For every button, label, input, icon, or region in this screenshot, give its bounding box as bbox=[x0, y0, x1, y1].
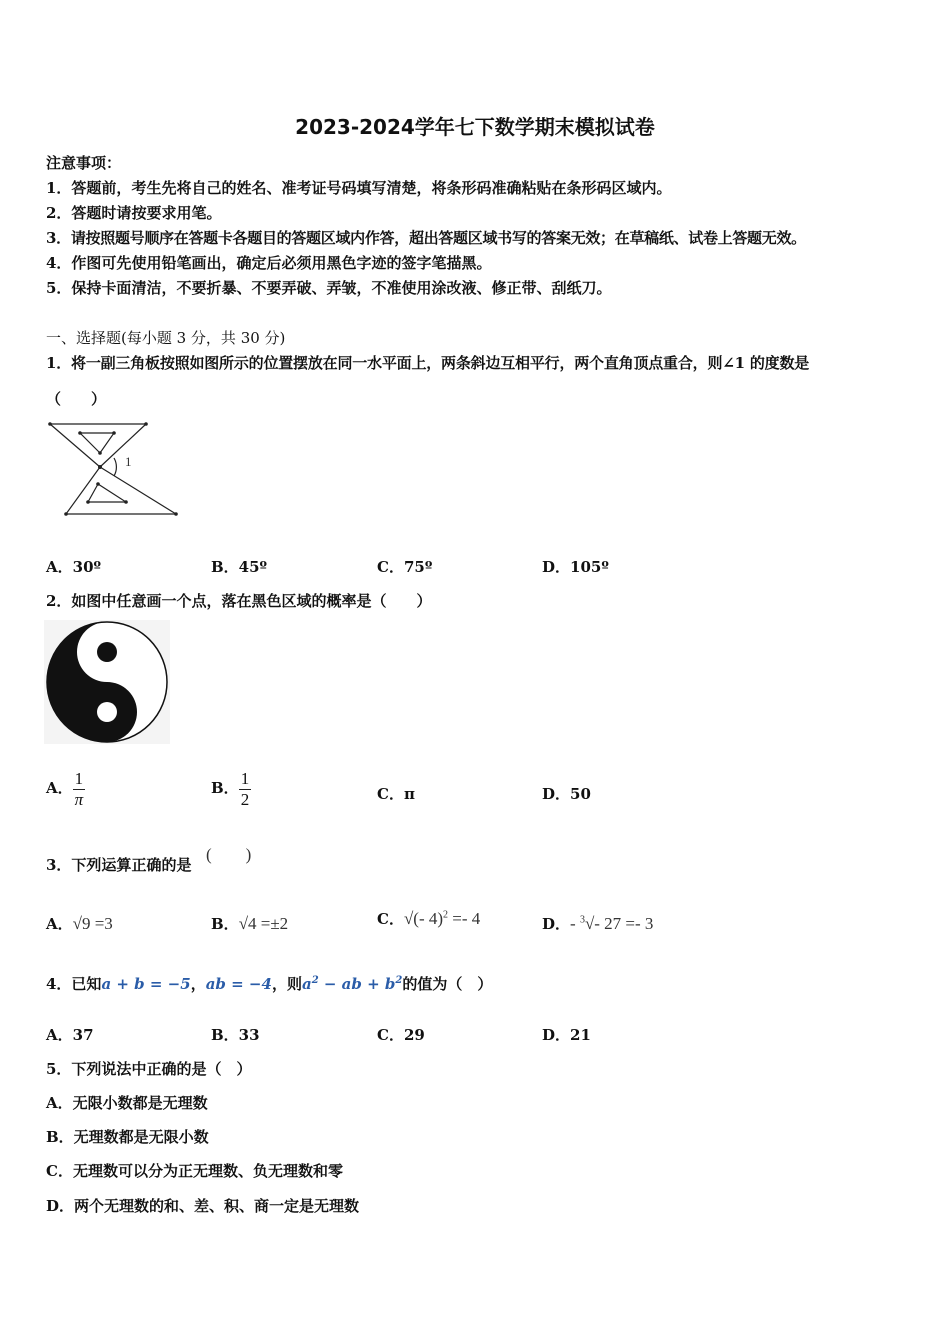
option-b[interactable]: B．33 bbox=[211, 1026, 260, 1044]
option-c[interactable]: C．29 bbox=[377, 1026, 425, 1044]
notice-item: 3．请按照题号顺序在答题卡各题目的答题区域内作答，超出答题区域书写的答案无效；在草稿纸、试卷上答题无效。 bbox=[46, 229, 806, 247]
option-c[interactable]: C．75º bbox=[377, 558, 433, 576]
option-label: B． bbox=[211, 779, 239, 797]
question-2-text: 2．如图中任意画一个点，落在黑色区域的概率是（ ） bbox=[46, 592, 432, 610]
option-b[interactable] bbox=[211, 760, 251, 816]
option-b[interactable]: B．45º bbox=[211, 558, 268, 576]
notice-heading: 注意事项： bbox=[46, 154, 122, 172]
option-d[interactable]: D．21 bbox=[542, 1026, 591, 1044]
option-d[interactable]: D．- $^3$√- 27 =- 3 bbox=[542, 914, 654, 933]
math-expression: √(- 4)$^2$ =- 4 bbox=[403, 909, 481, 928]
option-b[interactable]: B．√4 =±2 bbox=[211, 914, 289, 933]
option-d[interactable]: D．两个无理数的和、差、积、商一定是无理数 bbox=[46, 1197, 360, 1215]
math-expression: √9 =3 bbox=[72, 914, 113, 933]
yin-yang-figure bbox=[44, 620, 170, 744]
notice-item: 5．保持卡面清洁，不要折暴、不要弄破、弄皱，不准使用涂改液、修正带、刮纸刀。 bbox=[46, 279, 612, 297]
option-c[interactable]: C．无理数可以分为正无理数、负无理数和零 bbox=[46, 1162, 343, 1180]
option-a[interactable]: A．无限小数都是无理数 bbox=[46, 1094, 208, 1112]
fraction: $\frac{1}{2}$ bbox=[240, 768, 250, 809]
question-4-text: 4．已知a + b = −5，ab = −4，则$a^2$ − ab + $b^2$的值为（ ） bbox=[46, 975, 493, 993]
question-3-text: 3．下列运算正确的是 bbox=[46, 856, 192, 874]
section-heading: 一、选择题(每小题 3 分，共 30 分) bbox=[46, 329, 286, 347]
math-expression: √4 =±2 bbox=[238, 914, 289, 933]
option-a[interactable]: A．37 bbox=[46, 1026, 94, 1044]
question-3-paren: ( ) bbox=[206, 845, 252, 864]
option-c[interactable]: C．√(- 4)$^2$ =- 4 bbox=[377, 909, 481, 928]
math-expression: - $^3$√- 27 =- 3 bbox=[570, 914, 654, 933]
option-d[interactable]: D．50 bbox=[542, 785, 591, 803]
option-label: A． bbox=[46, 779, 73, 797]
notice-item: 4．作图可先使用铅笔画出，确定后必须用黑色字迹的签字笔描黑。 bbox=[46, 254, 492, 272]
math-expression: $a^2$ − ab + $b^2$ bbox=[301, 975, 403, 993]
fraction: $\frac{1}{\pi}$ bbox=[74, 768, 84, 809]
page-title: 2023-2024学年七下数学期末模拟试卷 bbox=[295, 115, 655, 139]
question-1-paren: （ ） bbox=[46, 390, 107, 408]
option-d[interactable]: D．105º bbox=[542, 558, 609, 576]
option-c[interactable]: C．π bbox=[377, 785, 415, 803]
notice-item: 2．答题时请按要求用笔。 bbox=[46, 204, 222, 222]
question-1-text: 1．将一副三角板按照如图所示的位置摆放在同一水平面上，两条斜边互相平行，两个直角顶点重合，则∠1 的度数是 bbox=[46, 354, 810, 372]
math-expression: ab = −4 bbox=[205, 975, 272, 993]
option-a[interactable] bbox=[46, 760, 85, 816]
option-b[interactable]: B．无理数都是无限小数 bbox=[46, 1128, 209, 1146]
angle-label: 1 bbox=[125, 454, 132, 469]
notice-item: 1．答题前，考生先将自己的姓名、准考证号码填写清楚，将条形码准确粘贴在条形码区域内。 bbox=[46, 179, 672, 197]
question-5-text: 5．下列说法中正确的是（ ） bbox=[46, 1060, 252, 1078]
math-expression: a + b = −5 bbox=[101, 975, 191, 993]
option-a[interactable]: A．√9 =3 bbox=[46, 914, 113, 933]
triangle-figure bbox=[44, 418, 184, 522]
option-a[interactable]: A．30º bbox=[46, 558, 102, 576]
